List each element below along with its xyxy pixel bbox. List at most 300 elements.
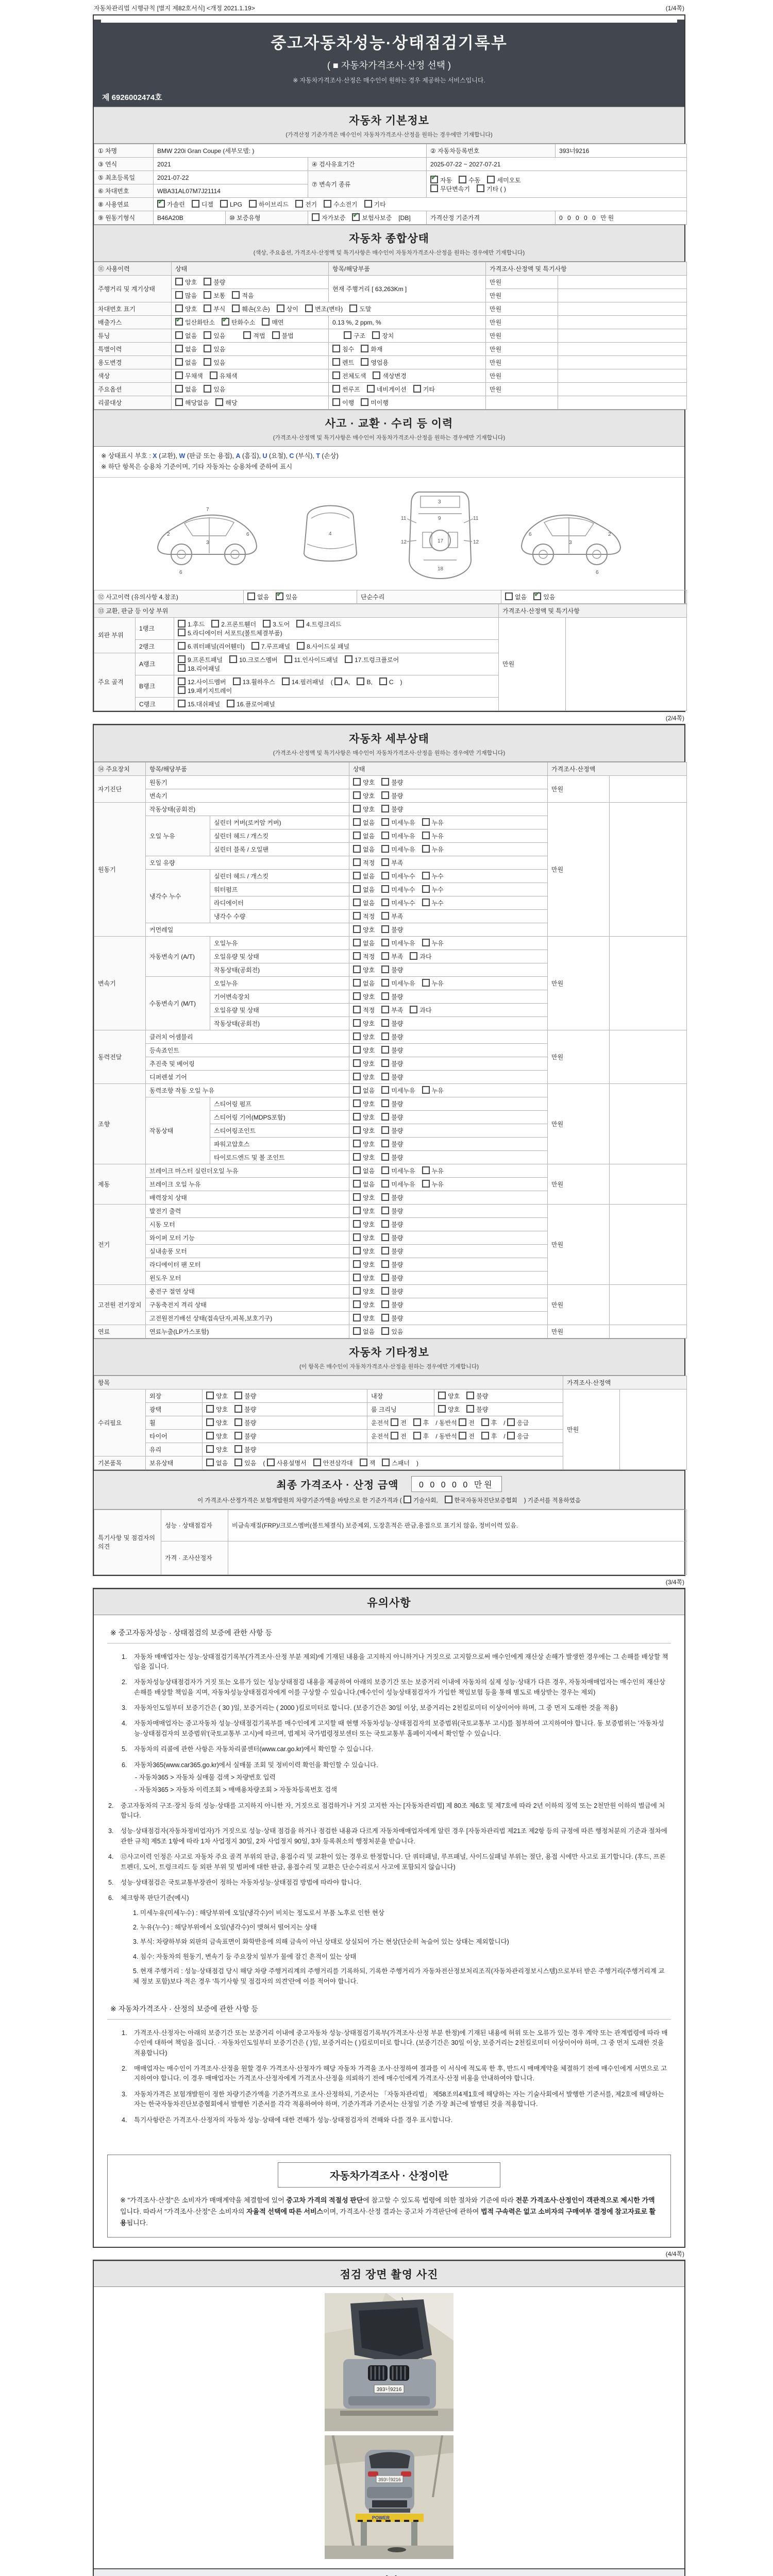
checkbox-적정[interactable] — [353, 858, 361, 866]
checkbox-불량[interactable] — [381, 1019, 389, 1027]
checkbox-불법[interactable] — [272, 331, 280, 339]
checkbox-불량[interactable] — [234, 1405, 242, 1413]
checkbox-전기[interactable] — [295, 200, 303, 208]
item-label: 실린더 블록 / 오일팬 — [210, 842, 349, 856]
overall-table — [94, 262, 687, 410]
checkbox-label: 있음 — [285, 593, 298, 601]
notice-sub-item: 2. 누유(누수) : 해당부위에서 오일(냉각수)이 맺혀서 떨어지는 상태 — [133, 1924, 317, 1931]
checkbox-불량[interactable] — [381, 1314, 389, 1321]
state-checks — [349, 1083, 548, 1097]
checkbox-있음[interactable] — [234, 1459, 242, 1466]
checkbox-무단변속기[interactable] — [430, 184, 438, 192]
checkbox-불량[interactable] — [381, 1032, 389, 1040]
checkbox-매연[interactable] — [262, 318, 270, 326]
price-cell: 만원 — [548, 1284, 610, 1325]
checkbox-색상변경[interactable] — [373, 371, 380, 379]
checkbox-후[interactable] — [413, 1418, 421, 1426]
checkbox-없음[interactable] — [206, 1459, 214, 1466]
checkbox-적정[interactable] — [353, 912, 361, 920]
overall-subtitle: (색상, 주요옵션, 가격조사·산정액 및 특기사항은 매수인이 자동차가격조사·산정을 원하는 경우에만 기재합니다) — [253, 250, 525, 256]
inline-label: [DB] — [398, 214, 411, 222]
checkbox-불량[interactable] — [381, 1140, 389, 1147]
checkbox-많음[interactable] — [175, 291, 183, 299]
photo-rear-on-lift — [325, 2435, 453, 2559]
checkbox-부식[interactable] — [204, 304, 211, 312]
checkbox-label: 양호 — [363, 1194, 375, 1201]
checkbox-label: 부족 — [391, 859, 404, 867]
checkbox-화재[interactable] — [361, 345, 368, 352]
checkbox-불량[interactable] — [381, 805, 389, 812]
checkbox-미세누유[interactable] — [381, 1166, 389, 1174]
checkbox-불량[interactable] — [466, 1392, 474, 1399]
checkbox-있음[interactable] — [204, 358, 211, 366]
checkbox-label: 응급 — [516, 1432, 529, 1440]
checkbox-미세누유[interactable] — [381, 1180, 389, 1188]
checkbox-없음[interactable] — [175, 345, 183, 352]
checkbox-label: 8.사이드실 패널 — [307, 642, 350, 650]
checkbox-label: 부식 — [213, 306, 226, 313]
checkbox-무채색[interactable] — [175, 371, 183, 379]
checkbox-있음[interactable] — [204, 385, 211, 393]
text-cell — [558, 396, 687, 410]
checkbox-양호[interactable] — [353, 925, 361, 933]
checkbox-불량[interactable] — [381, 1207, 389, 1214]
state-checks — [349, 976, 548, 990]
accident-history-table — [94, 590, 687, 604]
checkbox-기타[interactable] — [413, 385, 421, 393]
checkbox-2.프론트휀더[interactable] — [211, 620, 219, 628]
svg-text:6: 6 — [246, 532, 249, 537]
checkbox-불량[interactable] — [381, 1287, 389, 1295]
checkbox-영업용[interactable] — [361, 358, 368, 366]
checkbox-상이[interactable] — [277, 304, 284, 312]
text-cell: 차대번호 표기 — [94, 302, 172, 316]
price-note-cell — [610, 1164, 687, 1204]
checkbox-없음[interactable] — [353, 1180, 361, 1188]
checkbox-기타[interactable] — [364, 200, 372, 208]
price-note-cell — [610, 1284, 687, 1325]
checkbox-없음[interactable] — [353, 939, 361, 946]
checkbox-양호[interactable] — [353, 1046, 361, 1054]
checkbox-불량[interactable] — [381, 1153, 389, 1161]
checkbox-9.프론트패널[interactable] — [178, 655, 186, 663]
checkbox-label: 양호 — [363, 1247, 375, 1255]
car-diagram-underbody — [394, 483, 486, 586]
checkbox-4.트렁크리드[interactable] — [296, 620, 304, 628]
checkbox-전[interactable] — [391, 1418, 398, 1426]
item-label: 실내송풍 모터 — [146, 1244, 349, 1258]
checkbox-누유[interactable] — [422, 832, 430, 839]
checkbox-A,[interactable] — [334, 677, 342, 685]
checkbox-도말[interactable] — [349, 304, 357, 312]
checkbox-7.루프패널[interactable] — [251, 642, 259, 650]
checkbox-label: 불량 — [391, 1100, 404, 1108]
checkbox-누유[interactable] — [422, 1180, 430, 1188]
price-cell: 만원 — [548, 1030, 610, 1083]
checkbox-잭[interactable] — [360, 1459, 367, 1466]
vin-label: ⑥ 차대번호 — [94, 184, 154, 198]
checkbox-label: 누유 — [431, 845, 444, 853]
checkbox-변조(변타)[interactable] — [305, 304, 313, 312]
checkbox-양호[interactable] — [206, 1445, 214, 1453]
checkbox-label: 유채색 — [219, 372, 238, 380]
checkbox-누유[interactable] — [422, 818, 430, 826]
item-label: 스티어링 기어(MDPS포함) — [210, 1110, 349, 1124]
checkbox-1.후드[interactable] — [178, 620, 186, 628]
checkbox-없음[interactable] — [353, 885, 361, 893]
base-price-label: 가격산정 기준가격 — [427, 211, 556, 225]
checkbox-해당[interactable] — [215, 398, 223, 406]
checkbox-과다[interactable] — [410, 1006, 417, 1013]
text-cell: 만원 — [486, 329, 558, 343]
checkbox-불량[interactable] — [381, 1073, 389, 1080]
checkbox-누수[interactable] — [422, 872, 430, 879]
checkbox-label: 불량 — [391, 1234, 404, 1242]
checkbox-양호[interactable] — [353, 965, 361, 973]
checkbox-불량[interactable] — [204, 278, 211, 285]
checkbox-기타 ( )[interactable] — [477, 184, 484, 192]
basic-info-header — [94, 107, 684, 144]
checkbox-썬루프[interactable] — [332, 385, 340, 393]
checkbox-불량[interactable] — [381, 1247, 389, 1255]
checkbox-한국자동차진단보증협회[interactable] — [445, 1496, 452, 1503]
inline-label: 운전석 — [371, 1419, 389, 1427]
notice-sub-item: 5. 현재 주행거리 : 성능·상태점검 당시 해당 차량 주행거리계의 주행거리를 기록하되, 기록한 주행거리가 자동차전산정보처리조직(자동차관리정보시스템)으로부터 받은 주행거리(주행거리계 교체 정보 포함)보다 적은 경우 '특기사항 및 점검자의 의견'란에 이를 적어야 합니다. — [133, 1968, 665, 1985]
checkbox-label: 불량 — [476, 1392, 489, 1400]
checkbox-label: 침수 — [342, 346, 355, 353]
checkbox-해당없음[interactable] — [175, 398, 183, 406]
detail-col-item: 항목/해당부품 — [146, 762, 349, 775]
checkbox-누유[interactable] — [422, 1166, 430, 1174]
checkbox-없음[interactable] — [353, 872, 361, 879]
checkbox-양호[interactable] — [353, 1032, 361, 1040]
checkbox-양호[interactable] — [353, 778, 361, 786]
notice-item-text: ⑫사고이력 인정은 사고로 자동차 주요 골격 부위의 판금, 용접수리 및 교환이 있는 경우로 한정합니다. 단 쿼터패널, 루프패널, 사이드실패널 부위는 절단, 용접 시에만 사고로 표기합니다. (후드, 프론트펜더, 도어, 트렁크리드 등 외판 부위 및 범퍼에 대한 판금, 용접수리 및 교환은 단순수리로서 사고에 포함되지 않습니다) — [121, 1853, 666, 1871]
checkbox-스패너[interactable] — [382, 1459, 390, 1466]
checkbox-10.크로스멤버[interactable] — [229, 655, 237, 663]
checkbox-부족[interactable] — [381, 952, 389, 960]
checkbox-이행[interactable] — [332, 398, 340, 406]
checkbox-label: 양호 — [216, 1405, 228, 1413]
checkbox-양호[interactable] — [353, 1260, 361, 1268]
checkbox-양호[interactable] — [353, 992, 361, 1000]
checkbox-보통[interactable] — [204, 291, 211, 299]
price-note-cell — [610, 936, 687, 1030]
checkbox-불량[interactable] — [234, 1432, 242, 1439]
checkbox-양호[interactable] — [353, 1274, 361, 1281]
checkbox-양호[interactable] — [353, 1300, 361, 1308]
checkbox-세미오토[interactable] — [487, 176, 495, 183]
checkbox-양호[interactable] — [353, 1059, 361, 1067]
checkbox-6.쿼터패널(리어휀더)[interactable] — [178, 642, 186, 650]
checkbox-label: 양호 — [363, 1207, 375, 1215]
checkbox-양호[interactable] — [353, 791, 361, 799]
condition-code: X — [153, 452, 157, 460]
checkbox-양호[interactable] — [353, 1247, 361, 1255]
item-label: 변속기 — [146, 789, 349, 802]
checkbox-일산화탄소[interactable] — [175, 318, 183, 326]
checkbox-양호[interactable] — [175, 278, 183, 285]
checkbox-양호[interactable] — [438, 1405, 446, 1413]
checkbox-적음[interactable] — [232, 291, 240, 299]
checkbox-누유[interactable] — [422, 979, 430, 987]
checkbox-누유[interactable] — [422, 1086, 430, 1094]
checkbox-label: 누유 — [431, 1180, 444, 1188]
checkbox-양호[interactable] — [206, 1392, 214, 1399]
checkbox-미세누수[interactable] — [381, 872, 389, 879]
checkbox-없음[interactable] — [353, 832, 361, 839]
checkbox-불량[interactable] — [234, 1445, 242, 1453]
checkbox-양호[interactable] — [353, 1220, 361, 1228]
checkbox-C[interactable] — [379, 677, 387, 685]
checkbox-불량[interactable] — [466, 1405, 474, 1413]
checkbox-label: 5.라디에이터 서포트(볼트체결부품) — [188, 629, 282, 637]
checkbox-label: 잭 — [369, 1459, 376, 1467]
checkbox-양호[interactable] — [353, 1140, 361, 1147]
checkbox-있음[interactable] — [204, 345, 211, 352]
checkbox-18.리어패널[interactable] — [178, 664, 186, 672]
checkbox-불량[interactable] — [381, 1300, 389, 1308]
checkbox-장치[interactable] — [372, 331, 380, 339]
checkbox-불량[interactable] — [381, 1046, 389, 1054]
checkbox-없음[interactable] — [353, 1166, 361, 1174]
checkbox-침수[interactable] — [332, 345, 340, 352]
checkbox-LPG[interactable] — [220, 200, 228, 208]
checkbox-양호[interactable] — [353, 1126, 361, 1134]
checkbox-양호[interactable] — [206, 1432, 214, 1439]
checkbox-양호[interactable] — [353, 805, 361, 812]
notice-sub-item: 1. 미세누유(미세누수) : 해당부위에 오일(냉각수)이 비치는 정도로서 부품 노후로 인한 현상 — [133, 1909, 384, 1917]
checkbox-전[interactable] — [459, 1432, 466, 1439]
checkbox-미세누수[interactable] — [381, 899, 389, 906]
checkbox-있음[interactable] — [276, 592, 283, 600]
checkbox-없음[interactable] — [175, 358, 183, 366]
checkbox-누유[interactable] — [422, 939, 430, 946]
checkbox-불량[interactable] — [381, 1193, 389, 1201]
checkbox-label: 불량 — [244, 1419, 257, 1427]
detail-table — [94, 762, 687, 1338]
checkbox-label: 양호 — [363, 1301, 375, 1309]
checkbox-13.휠하우스[interactable] — [233, 677, 241, 685]
checkbox-네비게이션[interactable] — [367, 385, 375, 393]
checkbox-불량[interactable] — [381, 1059, 389, 1067]
checkbox-label: 양호 — [363, 1060, 375, 1067]
checkbox-불량[interactable] — [381, 1220, 389, 1228]
accident-header — [94, 410, 684, 447]
checkbox-불량[interactable] — [234, 1392, 242, 1399]
checkbox-16.플로어패널[interactable] — [227, 700, 234, 707]
checkbox-미이행[interactable] — [361, 398, 368, 406]
checkbox-label: 가솔린 — [167, 201, 185, 208]
checkbox-양호[interactable] — [438, 1392, 446, 1399]
form-check-cell — [172, 383, 329, 396]
checkbox-양호[interactable] — [206, 1405, 214, 1413]
checkbox-label: 누유 — [431, 979, 444, 987]
checkbox-적정[interactable] — [353, 952, 361, 960]
notice-item-text: 자동차의 리콜에 관한 사항은 자동차리콜센터(www.car.go.kr)에서 확인할 수 있습니다. — [134, 1745, 374, 1753]
page-marker-4: (4/4쪽) — [665, 2250, 684, 2258]
checkbox-전[interactable] — [391, 1432, 398, 1439]
checkbox-디젤[interactable] — [192, 200, 199, 208]
checkbox-미세누유[interactable] — [381, 845, 389, 853]
checkbox-없음[interactable] — [353, 845, 361, 853]
checkbox-14.필러패널[interactable] — [282, 677, 290, 685]
checkbox-label: 불량 — [244, 1432, 257, 1440]
inline-label: (흠집), — [240, 452, 263, 460]
checkbox-미세누유[interactable] — [381, 979, 389, 987]
checkbox-양호[interactable] — [353, 1019, 361, 1027]
checkbox-수소전기[interactable] — [324, 200, 331, 208]
checkbox-없음[interactable] — [353, 979, 361, 987]
checkbox-부족[interactable] — [381, 1006, 389, 1013]
checkbox-불량[interactable] — [381, 965, 389, 973]
checkbox-미세누유[interactable] — [381, 939, 389, 946]
checkbox-3.도어[interactable] — [263, 620, 271, 628]
checkbox-자동[interactable] — [430, 176, 438, 183]
checkbox-불량[interactable] — [381, 925, 389, 933]
condition-code: T — [316, 452, 320, 460]
item-label: 기어변속장치 — [210, 990, 349, 1003]
checkbox-하이브리드[interactable] — [249, 200, 257, 208]
inspection-label: ④ 검사유효기간 — [308, 158, 427, 171]
state-checks — [349, 775, 548, 789]
checkbox-양호[interactable] — [353, 1113, 361, 1121]
checkbox-부족[interactable] — [381, 858, 389, 866]
checkbox-label: 양호 — [363, 792, 375, 800]
checkbox-훼손(오손)[interactable] — [232, 304, 240, 312]
checkbox-없음[interactable] — [175, 385, 183, 393]
checkbox-적법[interactable] — [243, 331, 251, 339]
checkbox-양호[interactable] — [353, 1153, 361, 1161]
checkbox-렌트[interactable] — [332, 358, 340, 366]
detail-title: 자동차 세부상태 — [349, 733, 429, 745]
car-diagram-left-side — [148, 486, 267, 582]
checkbox-미세누유[interactable] — [381, 818, 389, 826]
checkbox-없음[interactable] — [353, 1086, 361, 1094]
checkbox-19.패키지트레이[interactable] — [178, 686, 186, 694]
checkbox-기술사회,[interactable] — [404, 1496, 411, 1503]
checkbox-없음[interactable] — [353, 899, 361, 906]
item-label: 워터펌프 — [210, 883, 349, 896]
checkbox-label: 미세누유 — [391, 1180, 415, 1188]
checkbox-미세누유[interactable] — [381, 832, 389, 839]
table-row — [94, 343, 687, 356]
checkbox-부족[interactable] — [381, 912, 389, 920]
checkbox-양호[interactable] — [353, 1287, 361, 1295]
form-check-cell — [203, 1389, 367, 1402]
checkbox-유채색[interactable] — [210, 371, 217, 379]
text-cell — [620, 1389, 687, 1469]
checkbox-과다[interactable] — [410, 952, 417, 960]
checkbox-불량[interactable] — [234, 1418, 242, 1426]
checkbox-불량[interactable] — [381, 1274, 389, 1281]
document-title: 중고자동차성능·상태점검기록부 — [271, 34, 508, 52]
checkbox-label: 적정 — [363, 912, 375, 920]
checkbox-8.사이드실 패널[interactable] — [297, 642, 305, 650]
checkbox-없음[interactable] — [247, 592, 255, 600]
checkbox-없음[interactable] — [175, 331, 183, 339]
checkbox-label: 양호 — [363, 1221, 375, 1228]
checkbox-label: 양호 — [363, 1261, 375, 1268]
checkbox-자가보증[interactable] — [312, 213, 320, 221]
checkbox-전체도색[interactable] — [332, 371, 340, 379]
inline-label: (부식), — [294, 452, 316, 460]
checkbox-불량[interactable] — [381, 1113, 389, 1121]
checkbox-수동[interactable] — [459, 176, 466, 183]
checkbox-양호[interactable] — [353, 1207, 361, 1214]
checkbox-후[interactable] — [481, 1418, 489, 1426]
overall-col-item: 항목/해당부품 — [329, 262, 486, 276]
checkbox-양호[interactable] — [353, 1099, 361, 1107]
checkbox-양호[interactable] — [353, 1233, 361, 1241]
checkbox-양호[interactable] — [353, 1193, 361, 1201]
checkbox-불량[interactable] — [381, 1099, 389, 1107]
checkbox-가솔린[interactable] — [157, 200, 165, 208]
checkbox-label: 구조 — [354, 332, 366, 340]
checkbox-label: 양호 — [363, 1033, 375, 1041]
checkbox-11.인사이드패널[interactable] — [284, 655, 292, 663]
checkbox-있음[interactable] — [381, 1327, 389, 1335]
checkbox-구조[interactable] — [344, 331, 351, 339]
checkbox-미세누수[interactable] — [381, 885, 389, 893]
checkbox-label: 불량 — [391, 1046, 404, 1054]
checkbox-없음[interactable] — [353, 1327, 361, 1335]
checkbox-미세누유[interactable] — [381, 1086, 389, 1094]
checkbox-양호[interactable] — [353, 1314, 361, 1321]
checkbox-양호[interactable] — [175, 304, 183, 312]
checkbox-불량[interactable] — [381, 1233, 389, 1241]
appraiser-opinion — [228, 1541, 687, 1574]
checkbox-불량[interactable] — [381, 791, 389, 799]
checkbox-불량[interactable] — [381, 992, 389, 1000]
text-cell — [558, 329, 687, 343]
checkbox-응급[interactable] — [507, 1418, 515, 1426]
state-checks — [349, 963, 548, 976]
document-header — [94, 20, 684, 107]
checkbox-양호[interactable] — [206, 1418, 214, 1426]
notice-item-number: 4. — [122, 2116, 127, 2124]
checkbox-B,[interactable] — [357, 677, 364, 685]
checkbox-17.트렁크플로어[interactable] — [345, 655, 352, 663]
checkbox-응급[interactable] — [507, 1432, 515, 1439]
checkbox-label: 수소전기 — [333, 201, 358, 208]
checkbox-label: 1.후드 — [188, 620, 205, 628]
checkbox-후[interactable] — [481, 1432, 489, 1439]
checkbox-불량[interactable] — [381, 1126, 389, 1134]
checkbox-보험사보증[interactable] — [352, 213, 360, 221]
checkbox-있음[interactable] — [533, 592, 541, 600]
checkbox-사용설명서[interactable] — [267, 1459, 275, 1466]
checkbox-전[interactable] — [459, 1418, 466, 1426]
checkbox-누수[interactable] — [422, 899, 430, 906]
checkbox-후[interactable] — [413, 1432, 421, 1439]
checkbox-불량[interactable] — [381, 778, 389, 786]
checkbox-안전삼각대[interactable] — [313, 1459, 321, 1466]
checkbox-없음[interactable] — [505, 592, 513, 600]
checkbox-5.라디에이터 서포트(볼트체결부품)[interactable] — [178, 629, 186, 636]
detail-row — [94, 1204, 687, 1217]
checkbox-누유[interactable] — [422, 845, 430, 853]
checkbox-15.대쉬패널[interactable] — [178, 700, 186, 707]
checkbox-12.사이드멤버[interactable] — [178, 677, 186, 685]
checkbox-탄화수소[interactable] — [222, 318, 229, 326]
checkbox-불량[interactable] — [381, 1260, 389, 1268]
checkbox-없음[interactable] — [353, 818, 361, 826]
checkbox-양호[interactable] — [353, 1073, 361, 1080]
checkbox-누수[interactable] — [422, 885, 430, 893]
checkbox-적정[interactable] — [353, 1006, 361, 1013]
checkbox-있음[interactable] — [204, 331, 211, 339]
